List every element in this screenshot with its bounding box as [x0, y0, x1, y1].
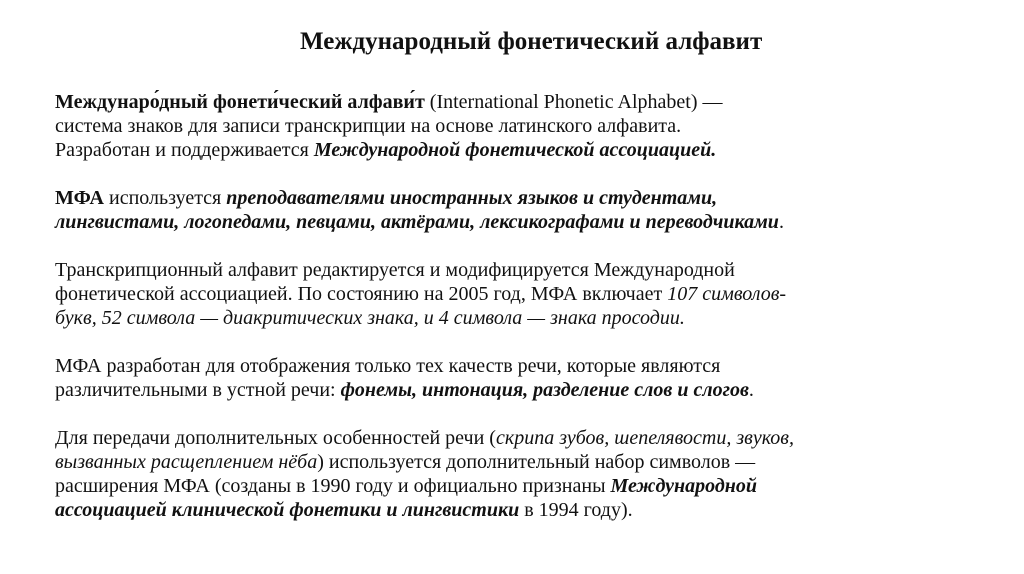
slide-body [55, 90, 955, 546]
text-line [55, 186, 955, 210]
text-line: букв, 52 символа — диакритических знака, и 4 символа — знака просодии. [55, 307, 685, 329]
text-line [55, 210, 955, 234]
text-line: система знаков для записи транскрипции на основе латинского алфавита. [55, 115, 682, 137]
text-line [55, 282, 955, 306]
emphasis-span: Международной фонетической ассоциацией. [313, 139, 717, 161]
text-line [55, 498, 955, 522]
text-line [55, 378, 955, 402]
text-span: Разработан и поддерживается [55, 139, 314, 161]
text-line: МФА разработан для отображения только тех качеств речи, которые являются [55, 355, 721, 377]
text-span: . [778, 211, 784, 233]
text-span: (International Phonetic Alphabet) — [424, 91, 723, 113]
text-span: различительными в устной речи: [55, 379, 341, 401]
italic-span: вызванных расщеплением нёба [55, 451, 318, 473]
italic-span: 107 символов- [667, 283, 787, 305]
text-line [55, 426, 955, 450]
paragraph-extensions [55, 426, 955, 522]
text-span: в 1994 году). [519, 499, 633, 521]
emphasis-span: фонемы, интонация, разделение слов и слогов [340, 379, 749, 401]
italic-span: скрипа зубов, шепелявости, звуков, [495, 427, 794, 449]
term-bold: Междунаро́дный фонети́ческий алфави́т [55, 91, 425, 113]
emphasis-span: Международной [610, 475, 757, 497]
text-line [55, 138, 955, 162]
paragraph-users [55, 186, 955, 234]
emphasis-span: лингвистами, логопедами, певцами, актёрами, лексикографами и переводчиками [55, 211, 779, 233]
text-line [55, 450, 955, 474]
slide-title: Международный фонетический алфавит [300, 28, 763, 55]
paragraph-definition [55, 90, 955, 162]
text-span: . [748, 379, 754, 401]
text-span: фонетической ассоциацией. По состоянию на 2005 год, МФА включает [55, 283, 668, 305]
paragraph-purpose [55, 354, 955, 402]
text-span: Для передачи дополнительных особенностей речи ( [55, 427, 496, 449]
emphasis-span: преподавателями иностранных языков и студентами, [226, 187, 718, 209]
text-span: используется [103, 187, 227, 209]
emphasis-span: ассоциацией клинической фонетики и лингвистики [55, 499, 520, 521]
paragraph-symbols [55, 258, 955, 330]
abbreviation-bold: МФА [55, 187, 104, 209]
text-line: Транскрипционный алфавит редактируется и модифицируется Международной [55, 259, 735, 281]
text-span: расширения МФА (созданы в 1990 году и официально признаны [55, 475, 611, 497]
text-line [55, 90, 955, 114]
text-span: ) используется дополнительный набор символов — [317, 451, 756, 473]
text-line [55, 474, 955, 498]
